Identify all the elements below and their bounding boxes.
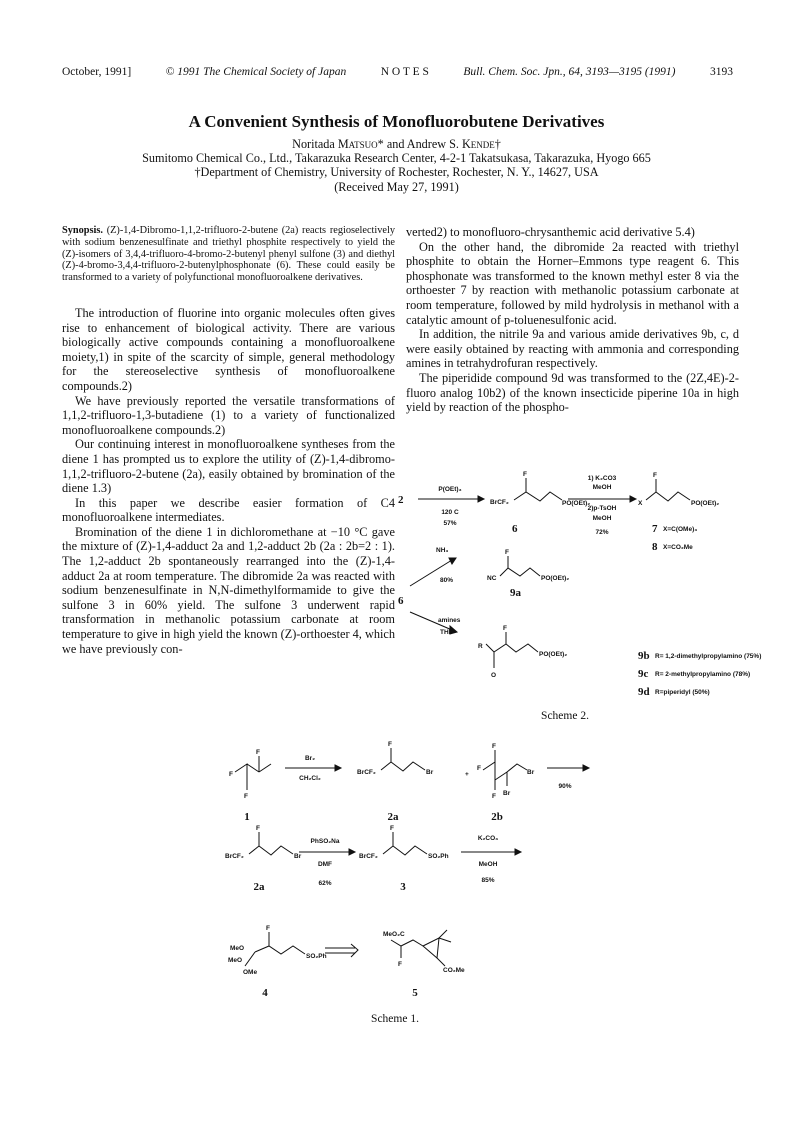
scheme-1-caption: Scheme 1. <box>371 1013 419 1025</box>
compound-label-2a: 2a <box>387 811 399 823</box>
fluorine-label: F <box>398 961 402 968</box>
reagent-ammonia: NH₃ <box>436 547 449 554</box>
compound-label-3: 3 <box>400 881 406 893</box>
definition-9d: R=piperidyl (50%) <box>655 689 710 696</box>
fluorine-label: F <box>390 825 394 832</box>
yield-label: 90% <box>558 783 572 790</box>
header-section: N O T E S <box>380 66 429 78</box>
reagent-ptsoh: 2)p-TsOH <box>587 505 617 512</box>
r-group-label: R <box>478 643 483 650</box>
plus-sign: + <box>465 771 469 778</box>
phosphonate-label: PO(OEt)₂ <box>539 651 568 658</box>
reagent-sodium-benzenesulfinate: PhSO₂Na <box>310 838 340 845</box>
fluorine-label: F <box>653 472 657 479</box>
phosphonate-label: PO(OEt)₂ <box>541 575 570 582</box>
compound-label-6: 6 <box>512 523 518 535</box>
scheme-1-diagram <box>225 740 595 1010</box>
reagent-bromine: Br₂ <box>304 755 316 762</box>
phosphonate-label: PO(OEt)₂ <box>691 500 720 507</box>
paragraph: Bromination of the diene 1 in dichloromethane at −10 °C gave the mixture of (Z)-1,4-adduct 2a and 1,2-adduct 2b (2a : 2b=2 : 1). The 1,2-adduct 2b spontaneously rearranged into the (Z)-1,4-adduct 2a at room temperature. The dibromide 2a was reacted with sodium benzenesulfinate in N,N-dimethylformamide to give the sulfone 3 in 60% yield. The sulfone 3 underwent rapid transformation in methanolic potassium carbonate at room temperature to give in high yield the known (Z)-orthoester 4, which we have previously con- <box>62 524 395 656</box>
compound-label-4: 4 <box>262 987 268 999</box>
affiliation-2: †Department of Chemistry, University of Rochester, Rochester, N. Y., 14627, USA <box>194 165 599 180</box>
compound-label-9c: 9c <box>638 668 649 680</box>
brcf2-label: BrCF₂ <box>359 853 378 860</box>
ester-label: CO₂Me <box>443 967 465 974</box>
ester-label: MeO₂C <box>383 931 405 938</box>
brcf2-label: BrCF₂ <box>357 769 376 776</box>
yield-label: 85% <box>481 877 495 884</box>
definition-8: X=CO₂Me <box>663 544 693 551</box>
solvent-thf: THF <box>440 629 453 636</box>
article-title: A Convenient Synthesis of Monofluorobutene Derivatives <box>188 112 605 131</box>
author-block <box>0 137 793 194</box>
bromine-label: Br <box>527 769 535 776</box>
compound-label-9d: 9d <box>638 686 650 698</box>
compound-label-7: 7 <box>652 523 658 535</box>
reagent-meoh-2: MeOH <box>592 515 612 522</box>
phosphonate-label: PO(OEt)₂ <box>562 500 591 507</box>
condition-temperature: 120 C <box>441 509 459 516</box>
fluorine-label: F <box>388 741 392 748</box>
solvent-methanol: MeOH <box>478 861 498 868</box>
fluorine-label: F <box>244 793 248 800</box>
reagent-amines: amines <box>438 617 461 624</box>
scheme-2-caption: Scheme 2. <box>541 710 589 722</box>
header-date: October, 1991] <box>62 66 132 78</box>
brcf2-label: BrCF₂ <box>225 853 244 860</box>
bromine-label: Br <box>426 769 434 776</box>
header-page-number: 3193 <box>709 66 733 78</box>
header-citation: Bull. Chem. Soc. Jpn., 64, 3193—3195 (1991) <box>463 66 676 78</box>
synopsis: Synopsis. (Z)-1,4-Dibromo-1,1,2-trifluoro-2-butene (2a) reacts regioselectively with sodium benzenesulfinate and triethyl phosphite respectively to yield the (Z)-isomers of 3,4,4-trifluoro-4-bromo-2-butenyl phenyl sulfone (3) and diethyl (Z)-4-bromo-3,4,4-trifluoro-2-butenylphosphonate (6). These could easily be transformed to a variety of polyfunctional monofluoroalkene derivatives. <box>62 225 395 284</box>
compound-label-8: 8 <box>652 541 658 553</box>
bromine-label: Br <box>294 853 302 860</box>
compound-label-2b: 2b <box>491 811 503 823</box>
fluorine-label: F <box>523 471 527 478</box>
reagent-meoh: MeOH <box>592 484 612 491</box>
compound-label-9a: 9a <box>510 587 521 599</box>
compound-label-2a: 2a <box>253 881 265 893</box>
fluorine-label: F <box>492 793 496 800</box>
definition-9c: R= 2-methylpropylamino (78%) <box>655 671 751 678</box>
affiliation-1: Sumitomo Chemical Co., Ltd., Takarazuka Research Center, 4-2-1 Takatsukasa, Takarazuka, Hyogo 665 <box>142 151 651 166</box>
sulfone-label: SO₂Ph <box>428 853 449 860</box>
reagent-k2co3: 1) K₂CO3 <box>587 475 617 482</box>
yield-label: 80% <box>440 577 454 584</box>
sulfone-label: SO₂Ph <box>306 953 327 960</box>
reagent-triethyl-phosphite: P(OEt)₃ <box>438 486 462 493</box>
fluorine-label: F <box>266 925 270 932</box>
methoxy-label: MeO <box>228 957 243 964</box>
solvent-dichloromethane: CH₂Cl₂ <box>299 775 321 782</box>
reagent-potassium-carbonate: K₂CO₃ <box>477 835 499 842</box>
paragraph: In addition, the nitrile 9a and various amide derivatives 9b, c, d were easily obtained by reacting with ammonia and corresponding amines in tetrahydrofuran respectively. <box>406 327 739 371</box>
paragraph: On the other hand, the dibromide 2a reacted with triethyl phosphite to obtain the Horner–Emmons type reagent 6. This phosphonate was transformed to the known methyl ester 8 via the orthoester 7 by reaction with methanolic potassium carbonate at room temperature, followed by mild hydrolysis in methanol with a catalytic amount of p-toluenesulfonic acid. <box>406 239 739 327</box>
compound-label-1: 1 <box>244 811 250 823</box>
bromine-label: Br <box>503 790 511 797</box>
paragraph: The introduction of fluorine into organic molecules often gives rise to enhancement of biological activity. There are various biologically active compounds containing a monofluoroalkene moiety,1) in spite of the scarcity of simple, general methodology for the stereoselective synthesis of monofluoroalkene compounds.2) <box>62 305 395 393</box>
header-copyright: © 1991 The Chemical Society of Japan <box>165 66 347 78</box>
compound-label-9b: 9b <box>638 650 650 662</box>
oxygen-label: O <box>491 672 497 679</box>
scheme-2-diagram <box>390 471 762 698</box>
fluorine-label: F <box>492 743 496 750</box>
fluorine-label: F <box>505 549 509 556</box>
right-column <box>406 225 739 415</box>
yield-label: 62% <box>318 880 332 887</box>
paragraph: verted2) to monofluoro-chrysanthemic acid derivative 5.4) <box>406 225 695 239</box>
methoxy-label: OMe <box>243 969 258 976</box>
compound-label-2: 2 <box>398 494 404 506</box>
paragraph: Our continuing interest in monofluoroalkene syntheses from the diene 1 has prompted us to explore the utility of (Z)-1,4-dibromo-1,1,2-trifluoro-2-butene (2a), easily obtained by bromination of the diene 1.3) <box>62 437 395 496</box>
yield-label: 57% <box>443 520 457 527</box>
fluorine-label: F <box>229 771 233 778</box>
fluorine-label: F <box>503 625 507 632</box>
compound-label-5: 5 <box>412 987 418 999</box>
received-date: (Received May 27, 1991) <box>334 179 459 194</box>
author-names: Noritada Matsuo* and Andrew S. Kende† <box>292 137 501 151</box>
brcf2-label: BrCF₂ <box>490 499 509 506</box>
x-group-label: X <box>638 500 643 507</box>
solvent-dmf: DMF <box>317 861 333 868</box>
left-column <box>62 225 395 656</box>
fluorine-label: F <box>477 765 481 772</box>
methoxy-label: MeO <box>230 945 245 952</box>
fluorine-label: F <box>256 825 260 832</box>
yield-label: 72% <box>595 529 609 536</box>
paragraph: In this paper we describe easier formation of C4 monofluoroalkene intermediates. <box>62 495 395 525</box>
paragraph: The piperidide compound 9d was transformed to the (2Z,4E)-2-fluoro analog 10b2) of the known insecticide piperine 10a in high yield by reaction of the phospho- <box>406 370 739 415</box>
running-header <box>62 66 733 84</box>
fluorine-label: F <box>256 749 260 756</box>
nitrile-label: NC <box>487 575 497 582</box>
definition-9b: R= 1,2-dimethylpropylamino (75%) <box>655 653 762 660</box>
compound-label-6: 6 <box>398 595 404 607</box>
definition-7: X=C(OMe)₃ <box>663 526 698 533</box>
paragraph: We have previously reported the versatile transformations of 1,1,2-trifluoro-1,3-butadiene (1) to a variety of functionalized monofluoroalkene compounds.2) <box>62 393 395 437</box>
